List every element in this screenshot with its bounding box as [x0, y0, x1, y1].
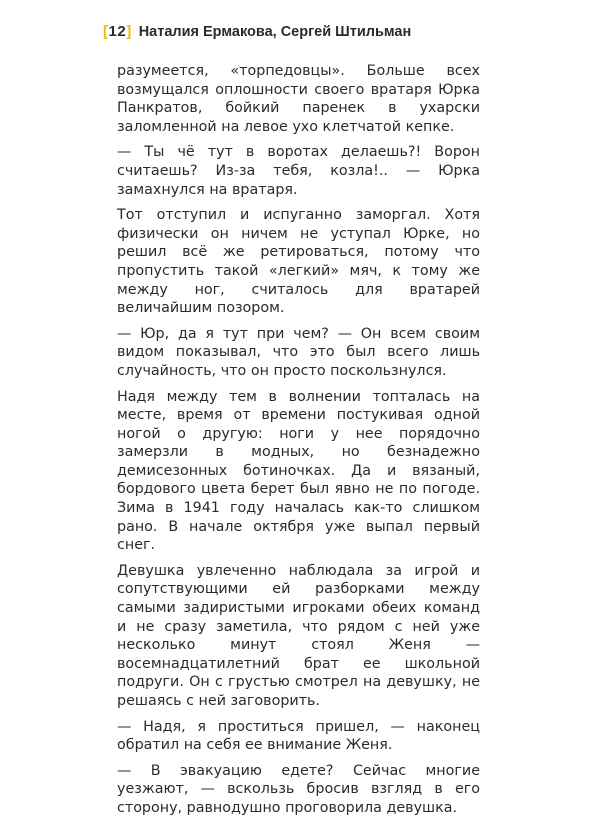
paragraph-1: разумеется, «торпедовцы». Больше всех возмущался оплошности своего вратаря Юрка Панкратов, бойкий паренек в ухарски заломленной на левое ухо клетчатой кепке.	[117, 63, 480, 135]
page-number-value: 12	[108, 23, 127, 40]
bracket-open: [	[103, 23, 109, 40]
header-authors: Наталия Ермакова, Сергей Штильман	[138, 23, 412, 40]
page-number	[103, 23, 132, 40]
paragraph-3: Тот отступил и испуганно заморгал. Хотя физически он ничем не уступал Юрке, но решил всё же ретироваться, потому что пропустить такой «легкий» мяч, к тому же между ног, считалось для вратарей величайшим позором.	[117, 207, 480, 317]
paragraph-2: — Ты чё тут в воротах делаешь?! Ворон считаешь? Из-за тебя, козла!.. — Юрка замахнулся на вратаря.	[117, 144, 480, 198]
page-body	[117, 56, 480, 825]
paragraph-6: Девушка увлеченно наблюдала за игрой и сопутствующими ей разборками между самыми задиристыми игроками обеих команд и не сразу заметила, что рядом с ней уже несколько минут стоял Женя — восемнадцатилетний брат ее школьной подруги. Он с грустью смотрел на девушку, не решаясь с ней заговорить.	[117, 562, 480, 709]
paragraph-4: — Юр, да я тут при чем? — Он всем своим видом показывал, что это был всего лишь случайность, что он просто поскользнулся.	[117, 325, 480, 379]
bracket-close: ]	[126, 23, 132, 40]
running-header	[103, 23, 411, 40]
paragraph-7: — Надя, я проститься пришел, — наконец обратил на себя ее внимание Женя.	[117, 718, 480, 754]
paragraph-5: Надя между тем в волнении топталась на месте, время от времени постукивая одной ногой о другую: ноги у нее порядочно замерзли в модных, но безнадежно демисезонных ботиночках. Да и вязаный, бордового цвета берет был явно не по погоде. Зима в 1941 году началась как-то слишком рано. В начале октября уже выпал первый снег.	[117, 388, 480, 554]
paragraph-8: — В эвакуацию едете? Сейчас многие уезжают, — вскользь бросив взгляд в его сторону, равнодушно проговорила девушка.	[117, 762, 480, 816]
